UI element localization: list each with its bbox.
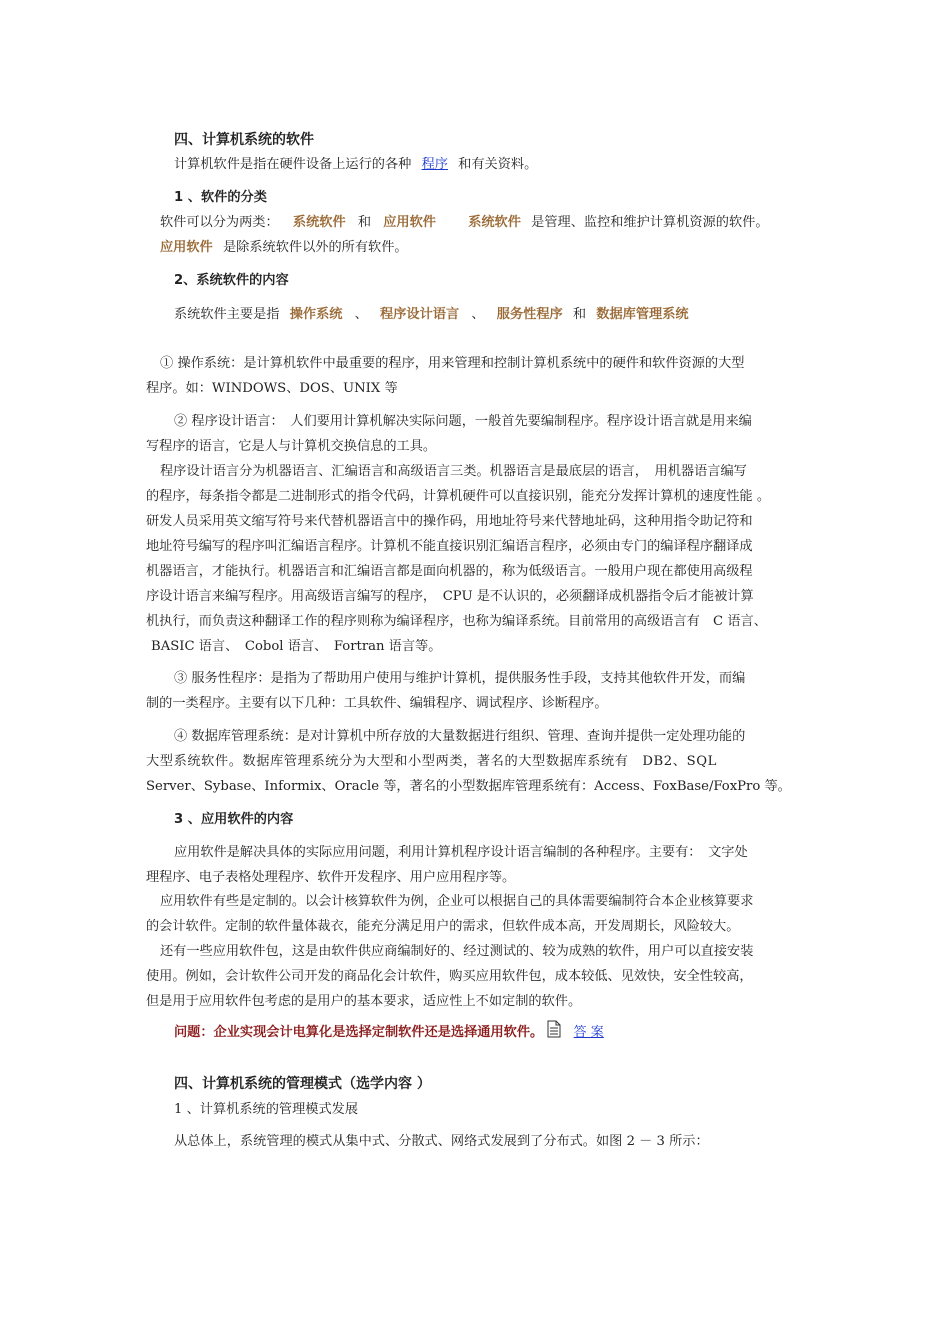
classification-line-1 xyxy=(160,211,769,230)
app-para3-line-2: 使用。例如，会计软件公司开发的商品化会计软件，购买应用软件包，成本较低、见效快，安全性较高， xyxy=(146,969,753,984)
document-icon[interactable] xyxy=(547,1020,561,1042)
section-title-software: 四、计算机系统的软件 xyxy=(174,132,314,148)
subsection-title-classification: 1 、软件的分类 xyxy=(174,190,267,205)
system-software-term-2: 系统软件 xyxy=(468,215,521,230)
app-para2-line-1: 应用软件有些是定制的。以会计核算软件为例，企业可以根据自己的具体需要编制符合本企业核算要求 xyxy=(160,894,754,909)
system-software-desc: 是管理、监控和维护计算机资源的软件。 xyxy=(531,215,769,230)
system-software-term: 系统软件 xyxy=(292,215,346,230)
system-software-intro xyxy=(174,303,689,322)
subsection-title-application: 3 、应用软件的内容 xyxy=(174,812,294,827)
db-para-line-3: Server、Sybase、Informix、Oracle 等，著名的小型数据库管理系统有：Access、FoxBase/FoxPro 等。 xyxy=(146,779,791,794)
section-title-management: 四、计算机系统的管理模式（选学内容 ） xyxy=(174,1076,431,1092)
langtypes-line-8: BASIC 语言、 Cobol 语言、 Fortran 语言等。 xyxy=(151,639,442,654)
langtypes-line-7: 机执行，而负责这种翻译工作的程序则称为编译程序，也称为编译系统。目前常用的高级语言有 C 语言、 xyxy=(146,614,767,629)
term-os: 操作系统 xyxy=(289,307,343,322)
question-line xyxy=(174,1020,604,1042)
classification-pre: 软件可以分为两类： xyxy=(160,215,279,230)
app-para1-line-2: 理程序、电子表格处理程序、软件开发程序、用户应用程序等。 xyxy=(146,870,516,885)
question-text: 问题：企业实现会计电算化是选择定制软件还是选择通用软件。 xyxy=(174,1025,544,1040)
separator: 、 xyxy=(354,307,368,322)
intro-pre: 系统软件主要是指 xyxy=(174,307,280,322)
definition-text-pre: 计算机软件是指在硬件设备上运行的各种 xyxy=(174,157,412,172)
and-text: 和 xyxy=(572,307,587,322)
term-service: 服务性程序 xyxy=(496,307,563,322)
app-para3-line-1: 还有一些应用软件包，这是由软件供应商编制好的、经过测试的、较为成熟的软件，用户可以直接安装 xyxy=(160,944,754,959)
separator: 、 xyxy=(471,307,485,322)
term-dbms: 数据库管理系统 xyxy=(596,307,689,322)
subsection-title-system-software: 2、系统软件的内容 xyxy=(174,273,289,288)
term-language: 程序设计语言 xyxy=(380,307,460,322)
and-text: 和 xyxy=(357,215,372,230)
os-para-line-1: ① 操作系统：是计算机软件中最重要的程序，用来管理和控制计算机系统中的硬件和软件资源的大型 xyxy=(160,356,745,371)
definition-text-post: 和有关资料。 xyxy=(458,157,538,172)
langtypes-line-4: 地址符号编写的程序叫汇编语言程序。计算机不能直接识别汇编语言程序，必须由专门的编译程序翻译成 xyxy=(146,539,753,554)
management-subtitle: 1 、计算机系统的管理模式发展 xyxy=(174,1102,359,1117)
application-software-desc: 是除系统软件以外的所有软件。 xyxy=(222,240,408,255)
os-para-line-2: 程序。如：WINDOWS、DOS、UNIX 等 xyxy=(146,381,398,396)
lang-para-line-2: 写程序的语言，它是人与计算机交换信息的工具。 xyxy=(146,439,437,454)
lang-para-line-1: ② 程序设计语言： 人们要用计算机解决实际问题，一般首先要编制程序。程序设计语言就是用来编 xyxy=(174,414,752,429)
db-para-line-1: ④ 数据库管理系统：是对计算机中所存放的大量数据进行组织、管理、查询并提供一定处理功能的 xyxy=(174,729,746,744)
service-para-line-2: 制的一类程序。主要有以下几种：工具软件、编辑程序、调试程序、诊断程序。 xyxy=(146,696,608,711)
answer-link[interactable]: 答 案 xyxy=(573,1025,604,1040)
langtypes-line-1: 程序设计语言分为机器语言、汇编语言和高级语言三类。机器语言是最底层的语言， 用机器语言编写 xyxy=(160,464,747,479)
classification-line-2 xyxy=(160,236,408,255)
software-definition xyxy=(174,153,537,172)
application-software-term: 应用软件 xyxy=(383,215,436,230)
langtypes-line-5: 机器语言，才能执行。机器语言和汇编语言都是面向机器的，称为低级语言。一般用户现在都使用高级程 xyxy=(146,564,753,579)
db-para-line-2: 大型系统软件。数据库管理系统分为大型和小型两类，著名的大型数据库系统有 DB2、SQL xyxy=(146,754,717,769)
service-para-line-1: ③ 服务性程序：是指为了帮助用户使用与维护计算机，提供服务性手段，支持其他软件开发，而编 xyxy=(174,671,746,686)
langtypes-line-6: 序设计语言来编写程序。用高级语言编写的程序， CPU 是不认识的，必须翻译成机器指令后才能被计算 xyxy=(146,589,754,604)
app-para2-line-2: 的会计软件。定制的软件量体裁衣，能充分满足用户的需求，但软件成本高，开发周期长，风险较大。 xyxy=(146,919,740,934)
application-software-term-2: 应用软件 xyxy=(160,240,213,255)
app-para1-line-1: 应用软件是解决具体的实际应用问题，利用计算机程序设计语言编制的各种程序。主要有： 文字处 xyxy=(174,845,748,860)
program-link[interactable]: 程序 xyxy=(421,157,448,172)
management-para: 从总体上，系统管理的模式从集中式、分散式、网络式发展到了分布式。如图 2 － 3 所示： xyxy=(174,1134,709,1149)
app-para3-line-3: 但是用于应用软件包考虑的是用户的基本要求，适应性上不如定制的软件。 xyxy=(146,994,582,1009)
langtypes-line-3: 研发人员采用英文缩写符号来代替机器语言中的操作码，用地址符号来代替地址码，这种用指令助记符和 xyxy=(146,514,753,529)
langtypes-line-2: 的程序，每条指令都是二进制形式的指令代码，计算机硬件可以直接识别，能充分发挥计算机的速度性能 。 xyxy=(146,489,771,504)
